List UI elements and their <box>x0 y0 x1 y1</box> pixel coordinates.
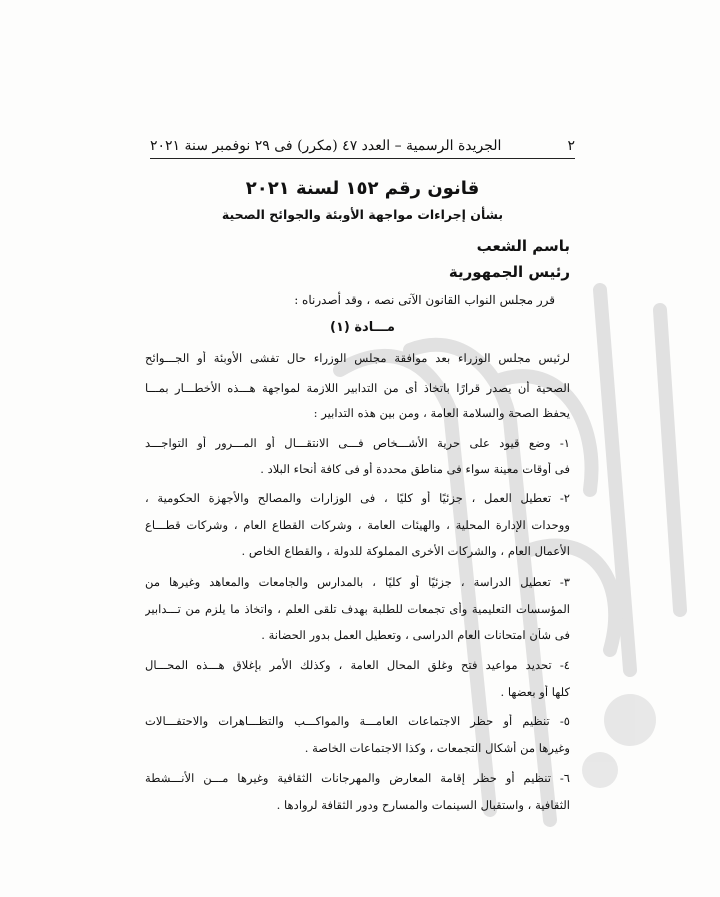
president-heading: رئيس الجمهورية <box>448 263 570 281</box>
body-line: الأعمال العام ، والشركات الأخرى المملوكة للدولة ، والقطاع الخاص . <box>241 544 570 558</box>
body-line: الصحية أن يصدر قرارًا باتخاذ أى من التدابير اللازمة لمواجهة هـــذه الأخطـــار بمـــا <box>145 381 570 395</box>
body-line: وغيرها من أشكال التجمعات ، وكذا الاجتماعات الخاصة . <box>304 741 570 755</box>
body-line: ١- وضع قيود على حرية الأشـــخاص فـــى الانتقـــال أو المـــرور أو التواجـــد <box>145 436 570 450</box>
body-line: المؤسسات التعليمية وأى تجمعات للطلبة بهدف تلقى العلم ، واتخاذ ما يلزم من تـــدابير <box>145 602 570 616</box>
page-header <box>150 135 575 157</box>
body-line: الثقافية ، واستقبال السينمات والمسارح ودور الثقافة لروادها . <box>276 798 570 812</box>
body-line: ٢- تعطيل العمل ، جزئيًا أو كليًا ، فى الوزارات والمصالح والأجهزة الحكومية ، <box>145 491 570 505</box>
publication-line: الجريدة الرسمية – العدد ٤٧ (مكرر) فى ٢٩ نوفمبر سنة ٢٠٢١ <box>150 138 502 154</box>
law-title: قانون رقم ١٥٢ لسنة ٢٠٢١ <box>245 178 480 199</box>
body-line: لرئيس مجلس الوزراء بعد موافقة مجلس الوزراء حال تفشى الأوبئة أو الجـــوائح <box>145 351 570 365</box>
intro-text: قرر مجلس النواب القانون الآتى نصه ، وقد أصدرناه : <box>294 293 555 307</box>
body-line: ٤- تحديد مواعيد فتح وغلق المحال العامة ، وكذلك الأمر بإغلاق هـــذه المحـــال <box>145 658 570 672</box>
article-title: مـــادة (١) <box>330 320 395 335</box>
page-number: ٢ <box>567 138 575 154</box>
body-line: كلها أو بعضها . <box>500 685 570 699</box>
body-line: ٣- تعطيل الدراسة ، جزئيًا أو كليًا ، بالمدارس والجامعات والمعاهد وغيرها من <box>145 575 570 589</box>
body-line: ٥- تنظيم أو حظر الاجتماعات العامـــة والمواكـــب والتظـــاهرات والاحتفـــالات <box>145 714 570 728</box>
in-name-of-people: باسم الشعب <box>476 237 570 255</box>
body-line: يحفظ الصحة والسلامة العامة ، ومن بين هذه التدابير : <box>313 406 570 420</box>
law-subtitle: بشأن إجراءات مواجهة الأوبئة والجوائح الصحية <box>221 207 504 222</box>
body-line: فى أوقات معينة سواء فى مناطق محددة أو فى كافة أنحاء البلاد . <box>260 462 570 476</box>
body-line: ووحدات الإدارة المحلية ، والهيئات العامة ، وشركات القطاع العام ، وشركات قطـــاع <box>145 518 570 532</box>
header-divider <box>150 158 575 159</box>
body-line: ٦- تنظيم أو حظر إقامة المعارض والمهرجانات الثقافية وغيرها مـــن الأنـــشطة <box>145 771 570 785</box>
body-line: فى شأن امتحانات العام الدراسى ، وتعطيل العمل بدور الحضانة . <box>261 628 570 642</box>
